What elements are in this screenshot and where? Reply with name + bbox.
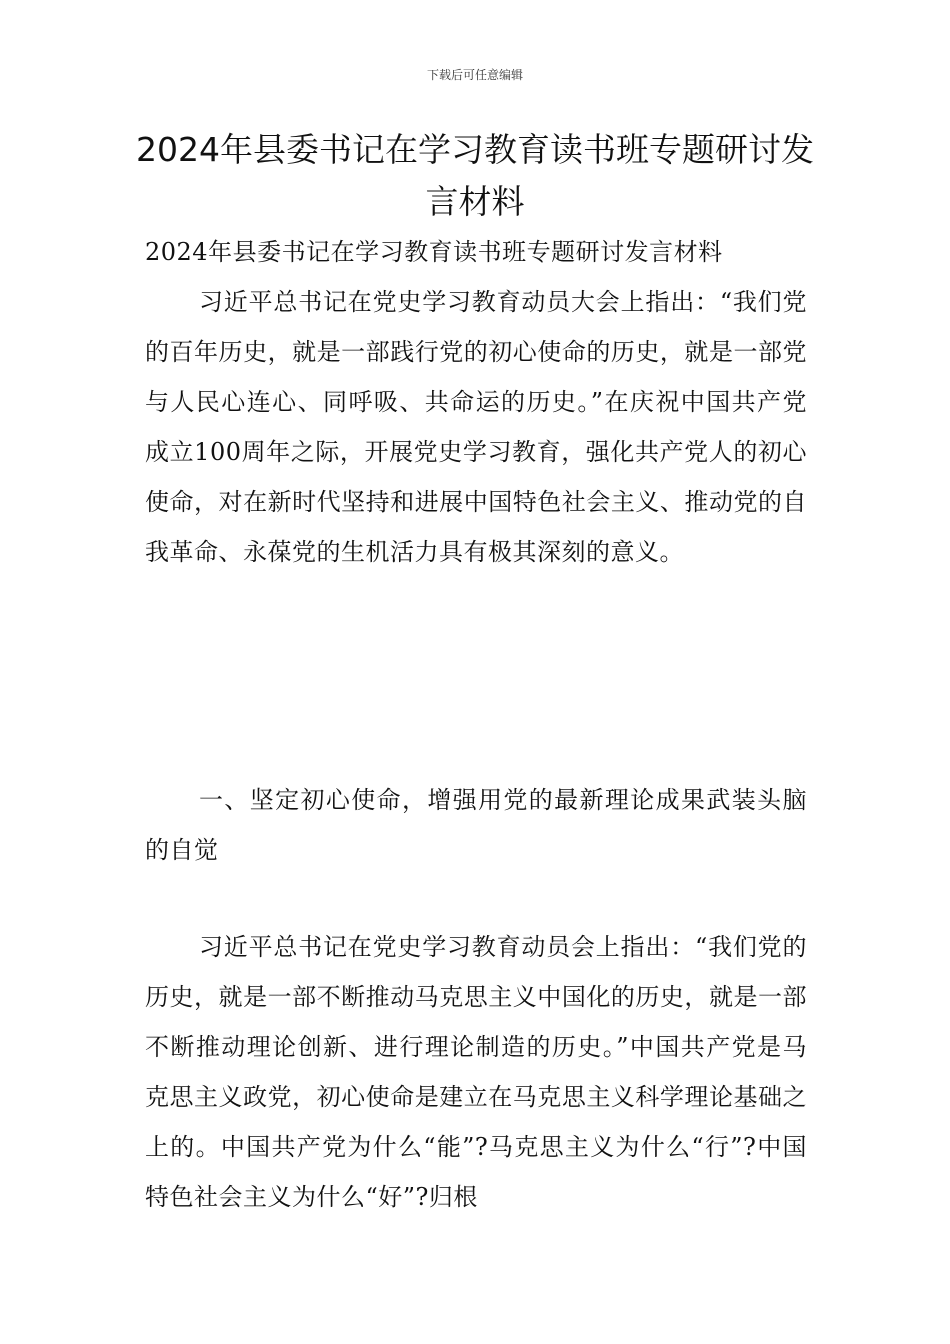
document-subtitle: 2024年县委书记在学习教育读书班专题研讨发言材料 — [145, 238, 723, 266]
header-note: 下载后可任意编辑 — [426, 68, 523, 82]
section-heading-1: 一、坚定初心使命，增强用党的最新理论成果武装头脑的自觉 — [145, 786, 807, 864]
document-title: 2024年县委书记在学习教育读书班专题研讨发言材料 — [136, 130, 814, 221]
paragraph-section-1: 习近平总书记在党史学习教育动员会上指出：“我们党的历史，就是一部不断推动马克思主义中国化的历史，就是一部不断推动理论创新、进行理论制造的历史。”中国共产党是马克思主义政党，初心使命是建立在马克思主义科学理论基础之上的。中国共产党为什么“能”?马克思主义为什么“行”?中国特色社会主义为什么“好”?归根 — [145, 933, 807, 1211]
paragraph-intro: 习近平总书记在党史学习教育动员大会上指出：“我们党的百年历史，就是一部践行党的初心使命的历史，就是一部党与人民心连心、同呼吸、共命运的历史。”在庆祝中国共产党成立100周年之际，开展党史学习教育，强化共产党人的初心使命，对在新时代坚持和进展中国特色社会主义、推动党的自我革命、永葆党的生机活力具有极其深刻的意义。 — [145, 288, 807, 566]
